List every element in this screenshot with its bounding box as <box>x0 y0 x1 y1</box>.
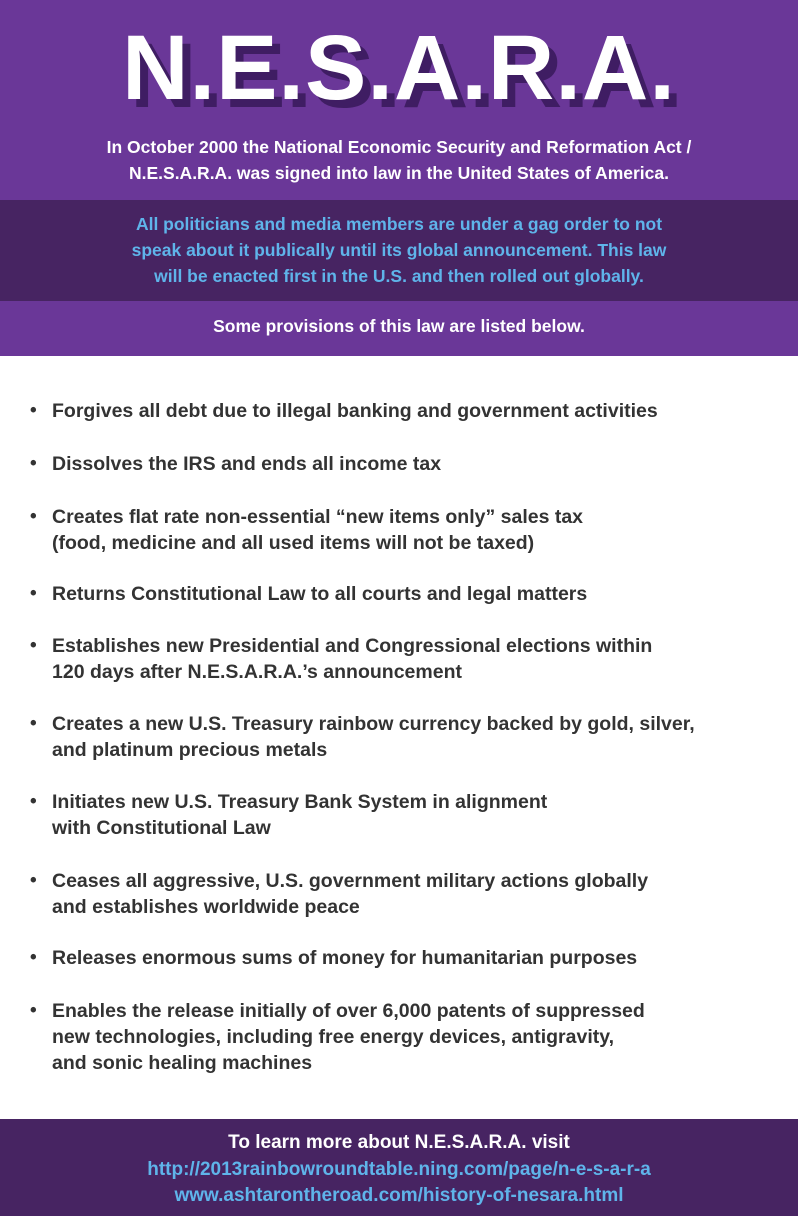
provision-item <box>30 398 790 424</box>
provision-item <box>30 789 790 841</box>
bullet-icon: • <box>30 1000 37 1021</box>
provision-line: and establishes worldwide peace <box>52 896 360 918</box>
provision-item <box>30 868 790 920</box>
bullet-icon: • <box>30 635 37 656</box>
bullet-icon: • <box>30 947 37 968</box>
footer-lead-text: To learn more about N.E.S.A.R.A. visit <box>228 1132 570 1153</box>
gag-order-line: will be enacted first in the U.S. and then rolled out globally. <box>154 266 644 286</box>
provision-item <box>30 711 790 763</box>
footer-link-rainbowroundtable[interactable]: http://2013rainbowroundtable.ning.com/page/n-e-s-a-r-a <box>147 1159 651 1180</box>
provision-line: Releases enormous sums of money for humanitarian purposes <box>52 947 638 969</box>
bullet-icon: • <box>30 400 37 421</box>
provision-item <box>30 581 790 607</box>
provision-item <box>30 633 790 685</box>
provision-line: (food, medicine and all used items will not be taxed) <box>52 532 535 554</box>
provision-line: with Constitutional Law <box>52 817 271 839</box>
provision-item <box>30 451 790 477</box>
provision-line: and sonic healing machines <box>52 1052 313 1074</box>
provision-line: 120 days after N.E.S.A.R.A.’s announcement <box>52 661 462 683</box>
provision-line: Creates a new U.S. Treasury rainbow currency backed by gold, silver, <box>52 713 695 735</box>
provision-line: Returns Constitutional Law to all courts and legal matters <box>52 583 588 605</box>
provision-item <box>30 998 790 1076</box>
provision-item <box>30 945 790 971</box>
gag-order-line: All politicians and media members are under a gag order to not <box>135 214 663 234</box>
provision-line: Enables the release initially of over 6,000 patents of suppressed <box>52 1000 645 1022</box>
provision-item <box>30 504 790 556</box>
poster-title: N.E.S.A.R.A. <box>122 17 676 119</box>
provision-line: Establishes new Presidential and Congressional elections within <box>52 635 653 657</box>
provisions-intro: Some provisions of this law are listed below. <box>213 316 585 336</box>
provision-line: Dissolves the IRS and ends all income tax <box>52 453 442 475</box>
bullet-icon: • <box>30 583 37 604</box>
bullet-icon: • <box>30 870 37 891</box>
provision-line: new technologies, including free energy devices, antigravity, <box>52 1026 615 1048</box>
bullet-icon: • <box>30 791 37 812</box>
provision-line: and platinum precious metals <box>52 739 328 761</box>
bullet-icon: • <box>30 506 37 527</box>
bullet-icon: • <box>30 713 37 734</box>
gag-order-line: speak about it publically until its global announcement. This law <box>131 240 667 260</box>
provision-line: Initiates new U.S. Treasury Bank System in alignment <box>52 791 548 813</box>
intro-line: N.E.S.A.R.A. was signed into law in the United States of America. <box>128 163 669 183</box>
footer-link-ashtarontheroad[interactable]: www.ashtarontheroad.com/history-of-nesara.html <box>174 1185 624 1206</box>
provision-line: Forgives all debt due to illegal banking and government activities <box>52 400 658 422</box>
intro-line: In October 2000 the National Economic Security and Reformation Act / <box>106 137 692 157</box>
bullet-icon: • <box>30 453 37 474</box>
provision-line: Ceases all aggressive, U.S. government military actions globally <box>52 870 649 892</box>
provision-line: Creates flat rate non-essential “new items only” sales tax <box>52 506 584 528</box>
